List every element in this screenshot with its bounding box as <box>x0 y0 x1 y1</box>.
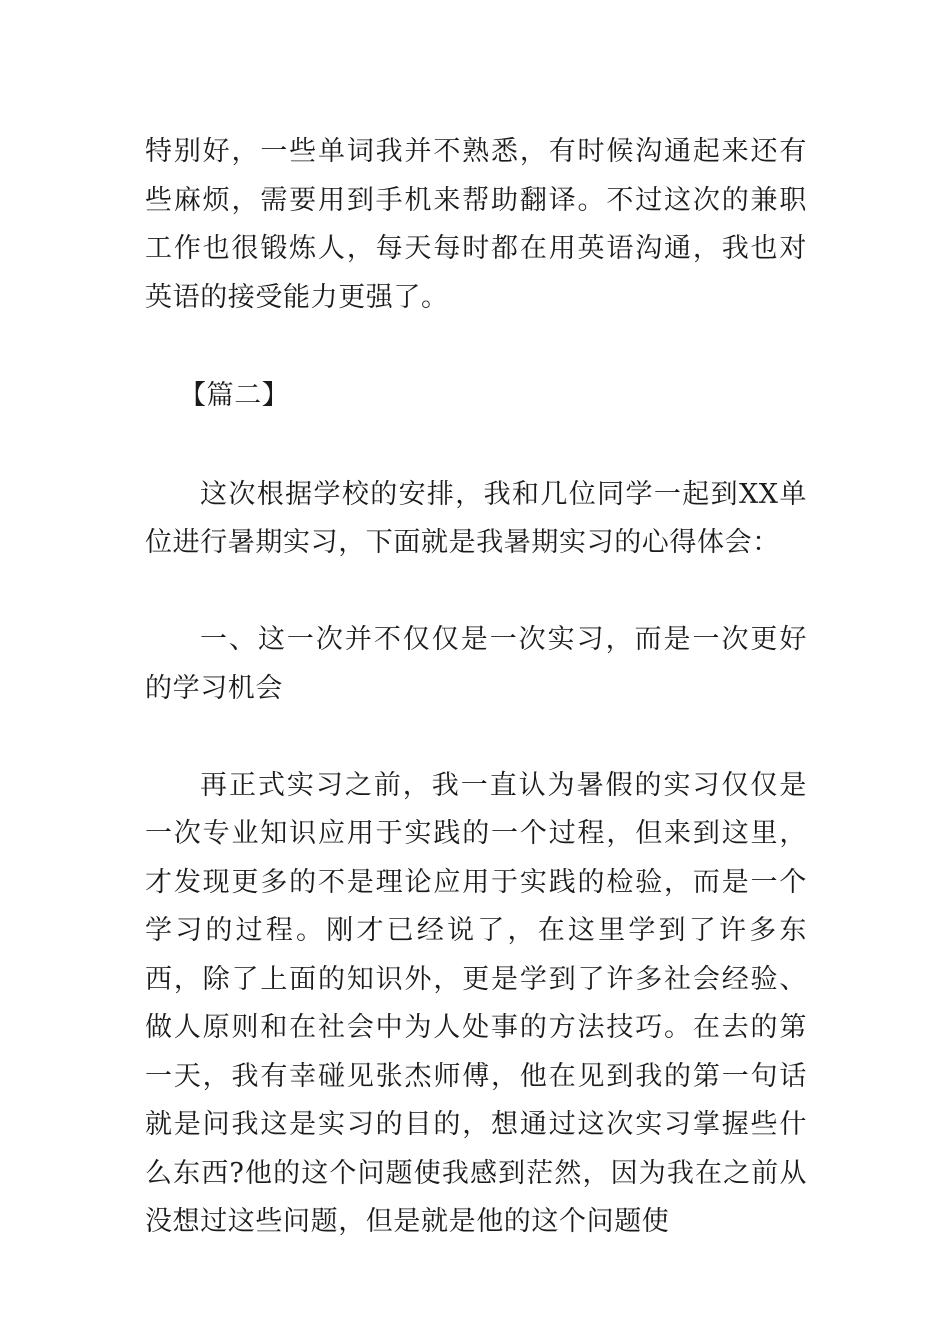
paragraph-spacer <box>145 421 807 471</box>
paragraph-intro: 这次根据学校的安排，我和几位同学一起到XX单位进行暑期实习，下面就是我暑期实习的心得体会： <box>145 478 807 558</box>
document-body <box>145 128 807 1247</box>
paragraph-continued: 特别好，一些单词我并不熟悉，有时候沟通起来还有些麻烦，需要用到手机来帮助翻译。不过这次的兼职工作也很锻炼人，每天每时都在用英语沟通，我也对英语的接受能力更强了。 <box>145 136 807 313</box>
paragraph-spacer <box>145 568 807 617</box>
paragraph-spacer <box>145 322 807 372</box>
paragraph-spacer <box>145 713 807 762</box>
section-heading: 【篇二】 <box>179 380 290 411</box>
paragraph-point-one: 一、这一次并不仅仅是一次实习，而是一次更好的学习机会 <box>145 624 807 704</box>
paragraph-body: 再正式实习之前，我一直认为暑假的实习仅仅是一次专业知识应用于实践的一个过程，但来到这里，才发现更多的不是理论应用于实践的检验，而是一个学习的过程。刚才已经说了，在这里学到了许多东西，除了上面的知识外，更是学到了许多社会经验、做人原则和在社会中为人处事的方法技巧。在去的第一天，我有幸碰见张杰师傅，他在见到我的第一句话就是问我这是实习的目的，想通过这次实习掌握些什么东西?他的这个问题使我感到茫然，因为我在之前从没想过这些问题，但是就是他的这个问题使 <box>145 769 807 1237</box>
